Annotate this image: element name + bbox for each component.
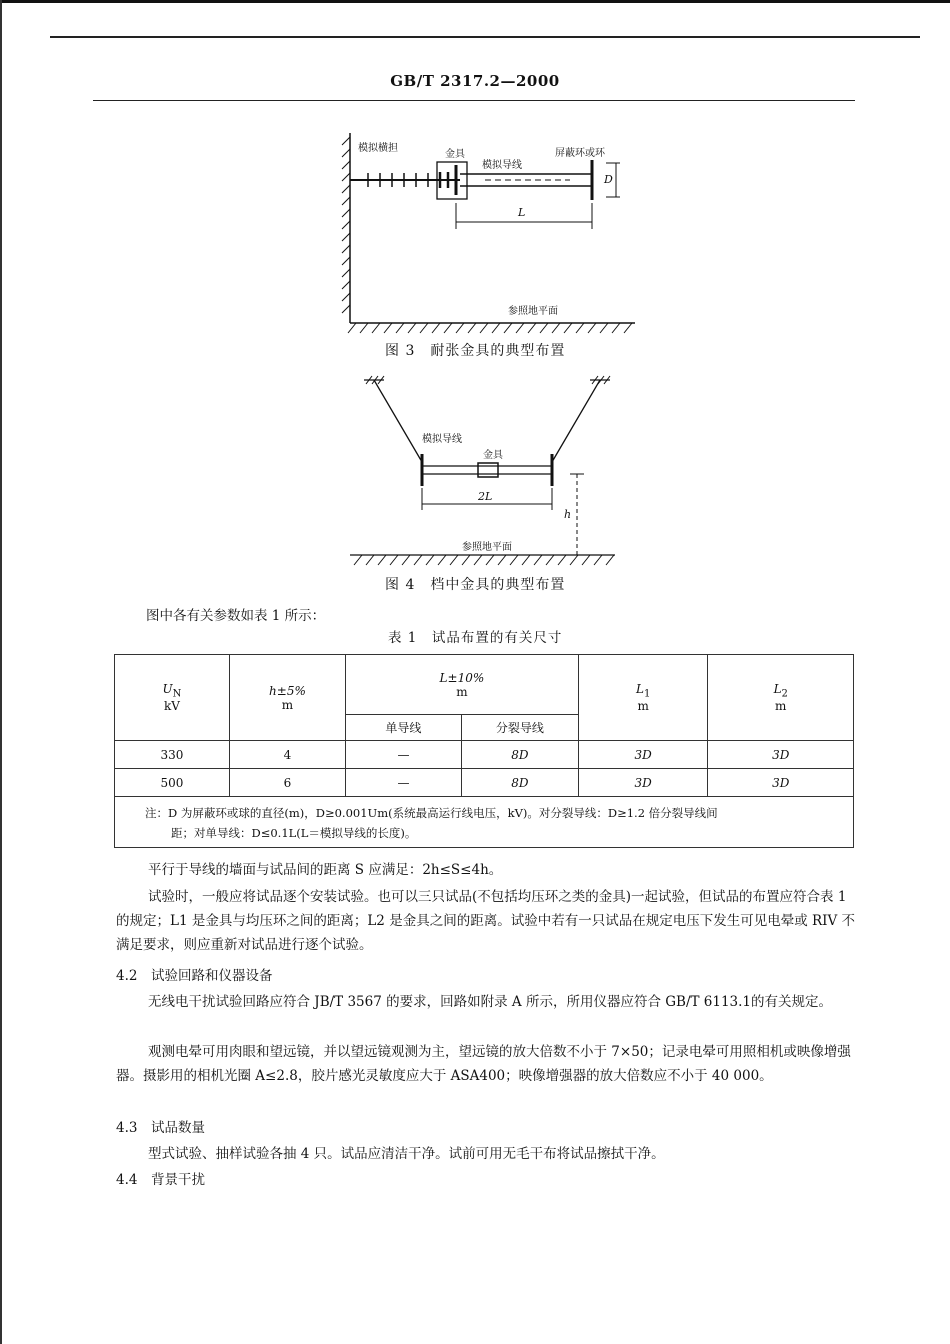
fig3-label-shield-ring: 屏蔽环或环 bbox=[555, 148, 605, 159]
fig3-label-D: D bbox=[604, 173, 613, 186]
table-1 bbox=[114, 654, 854, 848]
table-row bbox=[115, 741, 854, 769]
cell-single: — bbox=[346, 741, 462, 769]
figure-4-caption: 图 4 档中金具的典型布置 bbox=[385, 577, 566, 593]
section-4-3-title: 4.3 试品数量 bbox=[116, 1120, 205, 1136]
page-left-edge bbox=[0, 0, 2, 1344]
paragraph-observation: 观测电晕可用肉眼和望远镜，并以望远镜观测为主，望远镜的放大倍数不小于 7×50；记录电晕可用照相机或映像增强器。摄影用的相机光圈 A≤2.8，胶片感光灵敏度应大于 ASA400；映像增强器的放大倍数应不小于 40 000。 bbox=[116, 1044, 851, 1084]
page-header: GB/T 2317.2—2000 bbox=[390, 72, 560, 90]
fig3-label-fitting: 金具 bbox=[445, 149, 465, 160]
table-row bbox=[115, 769, 854, 797]
fig4-label-fitting: 金具 bbox=[483, 450, 503, 461]
th-l1: $L_1$ m bbox=[578, 655, 708, 741]
table-1-title: 表 1 试品布置的有关尺寸 bbox=[388, 630, 563, 646]
section-4-4-title: 4.4 背景干扰 bbox=[116, 1172, 205, 1188]
table-note bbox=[115, 797, 854, 848]
fig4-label-2L: 2L bbox=[478, 490, 493, 503]
cell-bundle: 8D bbox=[461, 741, 578, 769]
page-top-rule bbox=[0, 0, 950, 3]
th-bundle: 分裂导线 bbox=[461, 715, 578, 741]
fig4-label-ground: 参照地平面 bbox=[462, 542, 512, 553]
cell-h: 6 bbox=[229, 769, 345, 797]
cell-l1: 3D bbox=[578, 769, 708, 797]
table-note-line2: 距；对单导线：D≤0.1L(L＝模拟导线的长度)。 bbox=[171, 826, 417, 840]
paragraph-distance: 平行于导线的墙面与试品间的距离 S 应满足：2h≤S≤4h。 bbox=[148, 862, 503, 878]
cell-h: 4 bbox=[229, 741, 345, 769]
cell-l1: 3D bbox=[578, 741, 708, 769]
cell-bundle: 8D bbox=[461, 769, 578, 797]
paragraph-test-procedure: 试验时，一般应将试品逐个安装试验。也可以三只试品(不包括均压环之类的金具)一起试验，但试品的布置应符合表 1 的规定；L1 是金具与均压环之间的距离；L2 是金具之间的距离。试验中若有一只试品在规定电压下发生可见电晕或 RIV 不满足要求，则应重新对试品进行逐个试验。 bbox=[116, 889, 856, 953]
th-un: $U_N$ kV bbox=[115, 655, 230, 741]
cell-un: 500 bbox=[115, 769, 230, 797]
cell-l2: 3D bbox=[708, 769, 854, 797]
fig4-label-conductor: 模拟导线 bbox=[422, 434, 462, 445]
fig3-label-ground: 参照地平面 bbox=[508, 306, 558, 317]
figure-3-caption: 图 3 耐张金具的典型布置 bbox=[385, 343, 566, 359]
cell-un: 330 bbox=[115, 741, 230, 769]
section-4-2-title: 4.2 试验回路和仪器设备 bbox=[116, 968, 273, 984]
cell-single: — bbox=[346, 769, 462, 797]
th-L: L±10% m bbox=[346, 655, 579, 715]
th-single: 单导线 bbox=[346, 715, 462, 741]
fig3-label-L: L bbox=[518, 206, 526, 219]
th-h: h±5% m bbox=[229, 655, 345, 741]
table-intro: 图中各有关参数如表 1 所示： bbox=[146, 608, 326, 624]
cell-l2: 3D bbox=[708, 741, 854, 769]
page-top-rule-inner bbox=[50, 36, 920, 38]
fig3-label-crossarm: 模拟横担 bbox=[358, 143, 398, 154]
table-note-line1: 注：D 为屏蔽环或球的直径(m)，D≥0.001Um(系统最高运行线电压，kV)。对分裂导线：D≥1.2 倍分裂导线间 bbox=[145, 806, 718, 820]
th-l2: $L_2$ m bbox=[708, 655, 854, 741]
paragraph-circuit: 无线电干扰试验回路应符合 JB/T 3567 的要求，回路如附录 A 所示，所用仪器应符合 GB/T 6113.1的有关规定。 bbox=[148, 994, 833, 1010]
fig3-label-conductor: 模拟导线 bbox=[482, 160, 522, 171]
header-rule bbox=[93, 100, 855, 101]
paragraph-sample-count: 型式试验、抽样试验各抽 4 只。试品应清洁干净。试前可用无毛干布将试品擦拭干净。 bbox=[148, 1146, 665, 1162]
fig4-label-h: h bbox=[564, 508, 572, 521]
